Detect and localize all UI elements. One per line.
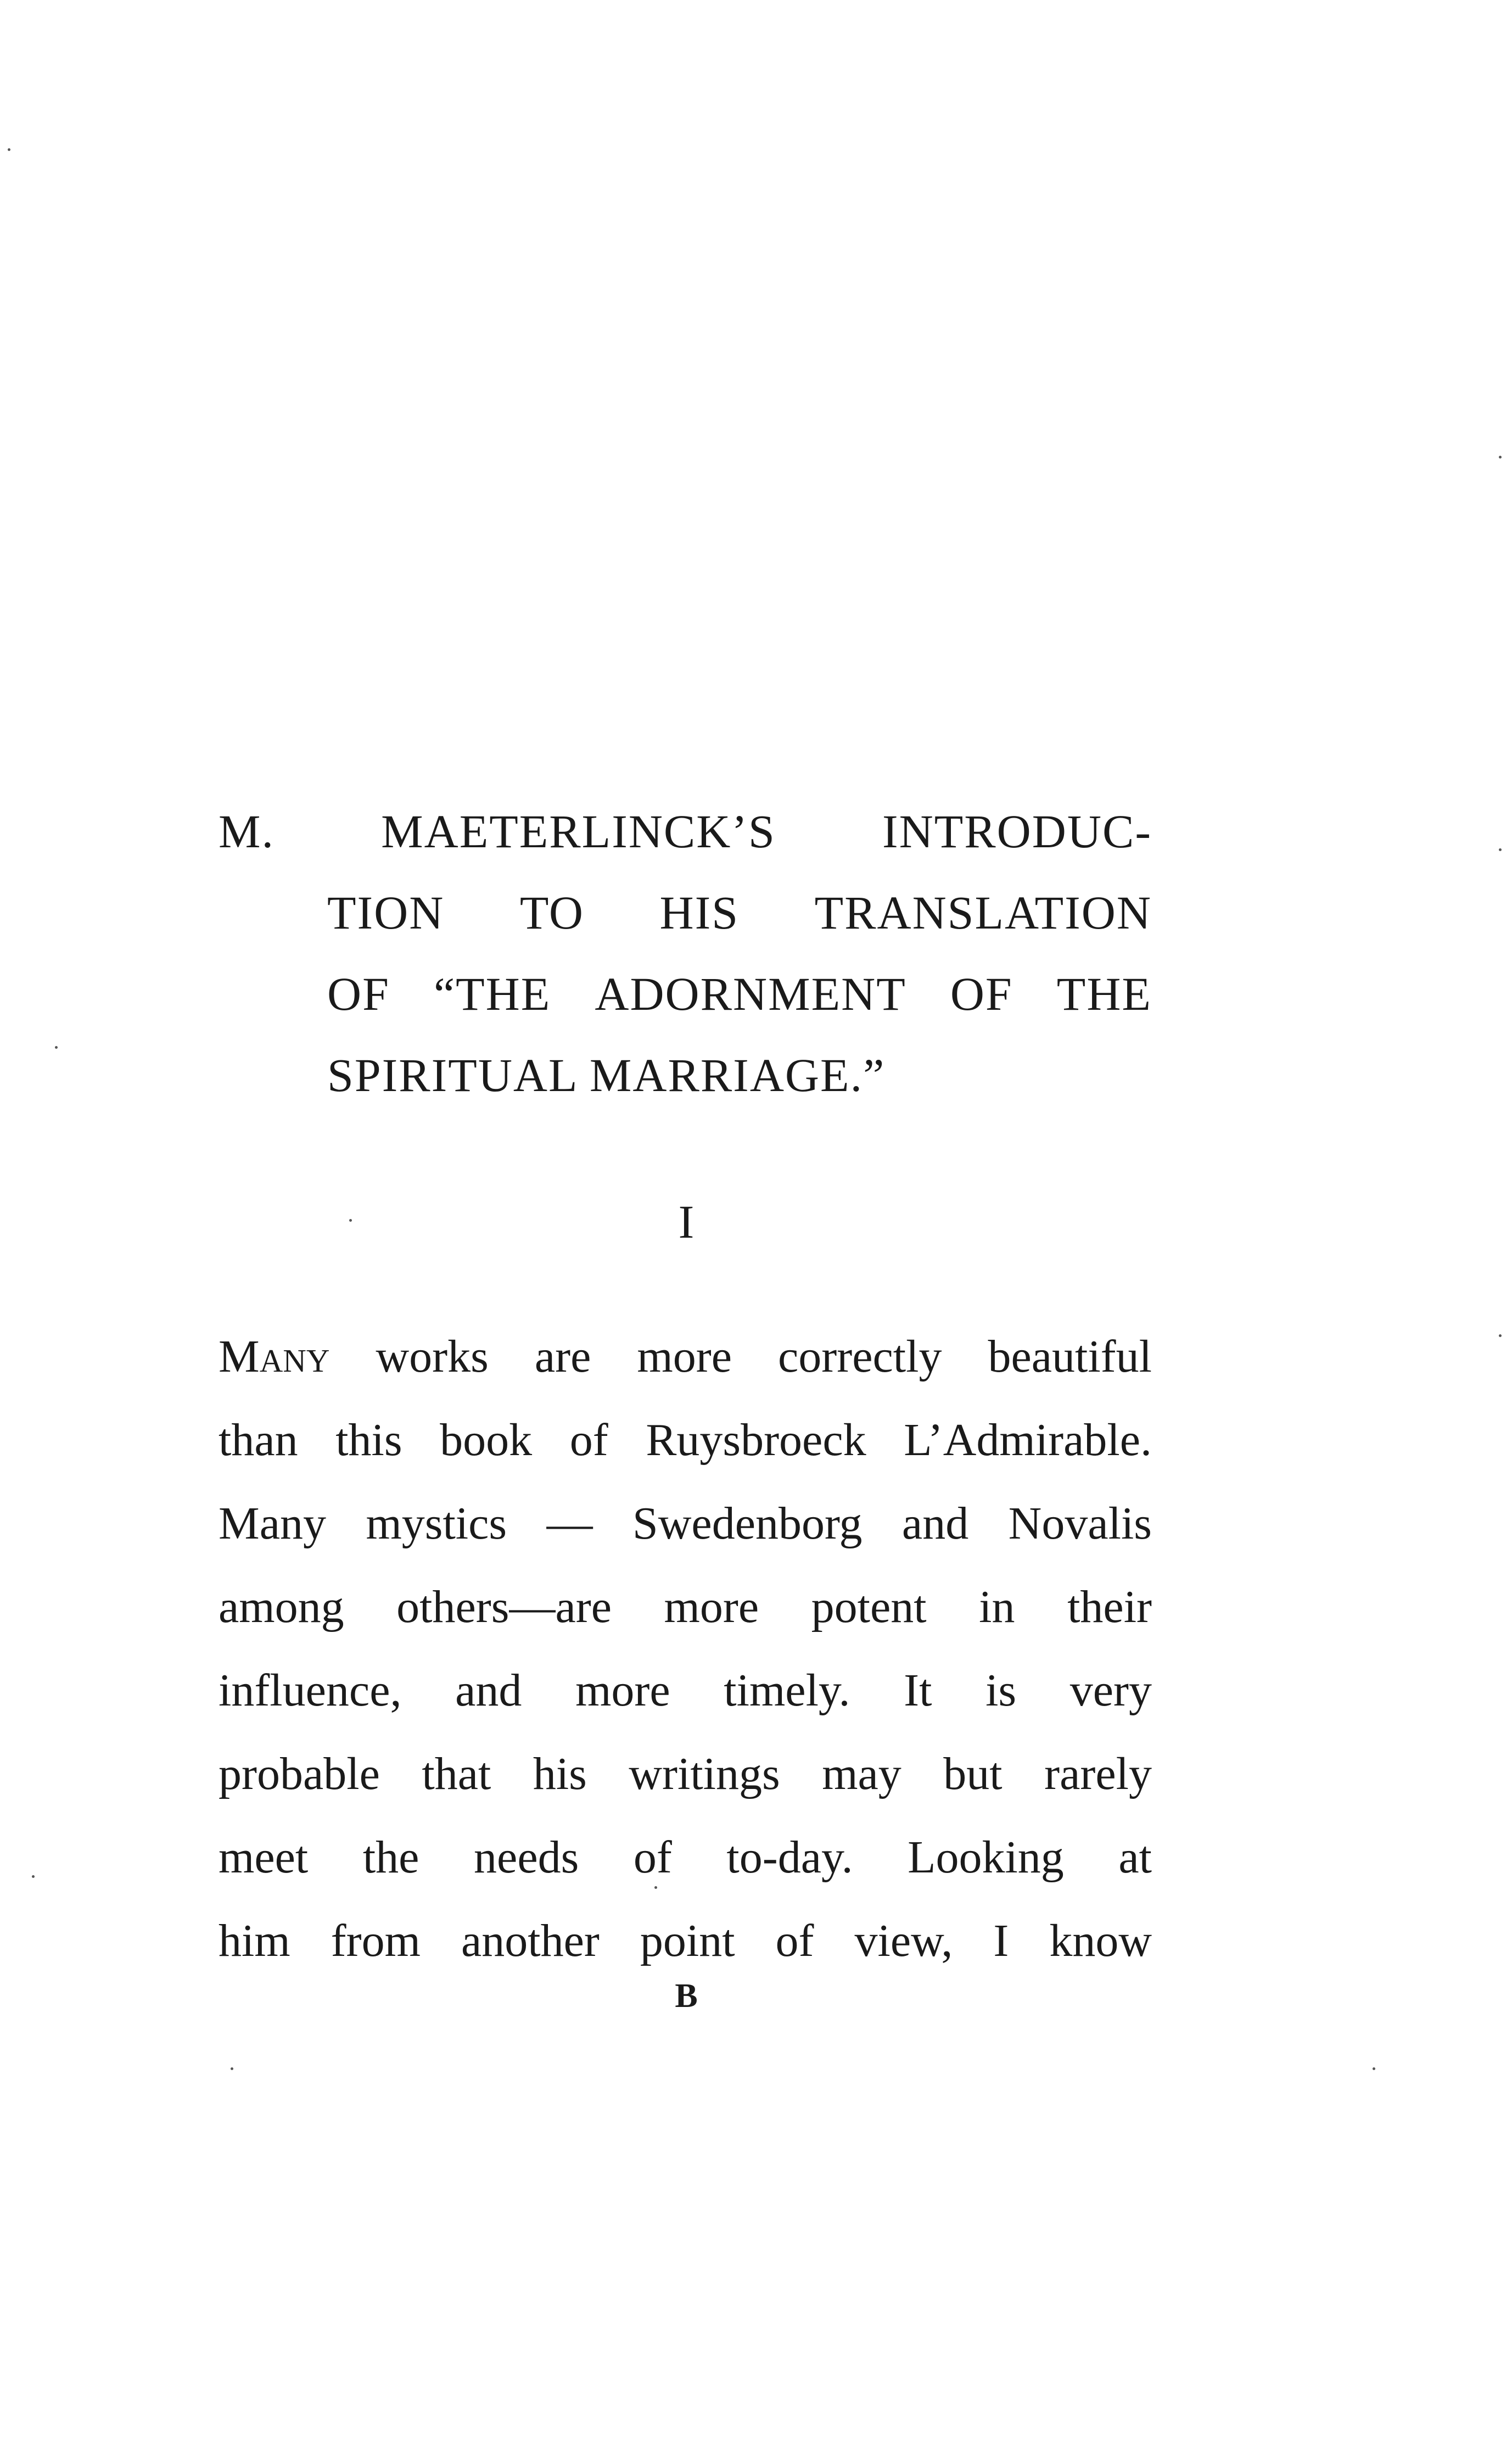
heading-word: OF <box>327 968 390 1020</box>
body-line: meet the needs of to-day. Looking at <box>219 1832 1152 1883</box>
heading-word: THE <box>1056 968 1152 1020</box>
body-paragraph <box>219 1315 1152 1983</box>
heading-line-3 <box>327 953 1152 1035</box>
heading-word: ADORNMENT <box>595 968 906 1020</box>
heading-word: OF <box>950 968 1013 1020</box>
signature-mark: B <box>675 1977 698 2015</box>
scan-speck <box>654 1886 657 1889</box>
heading-line-2 <box>327 872 1152 953</box>
body-line: among others—are more potent in their <box>219 1581 1152 1632</box>
heading-word: “THE <box>433 968 551 1020</box>
scan-speck <box>1373 2067 1375 2070</box>
heading-word: HIS <box>659 886 740 939</box>
body-line: than this book of Ruysbroeck L’Admirable. <box>219 1414 1152 1466</box>
heading-line-1 <box>219 791 1152 872</box>
scan-speck <box>231 2067 233 2070</box>
body-line: Many mystics — Swedenborg and Novalis <box>219 1498 1152 1549</box>
body-line: probable that his writings may but rarely <box>219 1748 1152 1799</box>
chapter-heading <box>219 791 1152 1116</box>
section-numeral: I <box>678 1195 695 1248</box>
body-line: influence, and more timely. It is very <box>219 1665 1152 1716</box>
body-line <box>219 1315 1152 1399</box>
body-line: him from another point of view, I know <box>219 1915 1152 1966</box>
scan-speck <box>1499 1334 1502 1337</box>
scan-speck <box>55 1046 58 1049</box>
heading-word: TRANSLATION <box>814 886 1152 939</box>
heading-text: SPIRITUAL MARRIAGE.” <box>327 1049 886 1101</box>
heading-word: TO <box>519 886 584 939</box>
scan-speck <box>8 148 10 151</box>
heading-word: TION <box>327 886 445 939</box>
heading-word: INTRODUC- <box>882 805 1152 858</box>
body-line-text: works are more correctly beautiful <box>376 1331 1152 1382</box>
scan-speck <box>1499 848 1502 851</box>
scan-speck <box>1499 456 1502 458</box>
scan-speck <box>32 1875 35 1878</box>
heading-word: MAETERLINCK’S <box>381 805 776 858</box>
heading-line-4 <box>327 1035 1152 1116</box>
scan-speck <box>349 1219 352 1222</box>
drop-word: Many <box>219 1331 330 1382</box>
heading-word: M. <box>219 805 275 858</box>
